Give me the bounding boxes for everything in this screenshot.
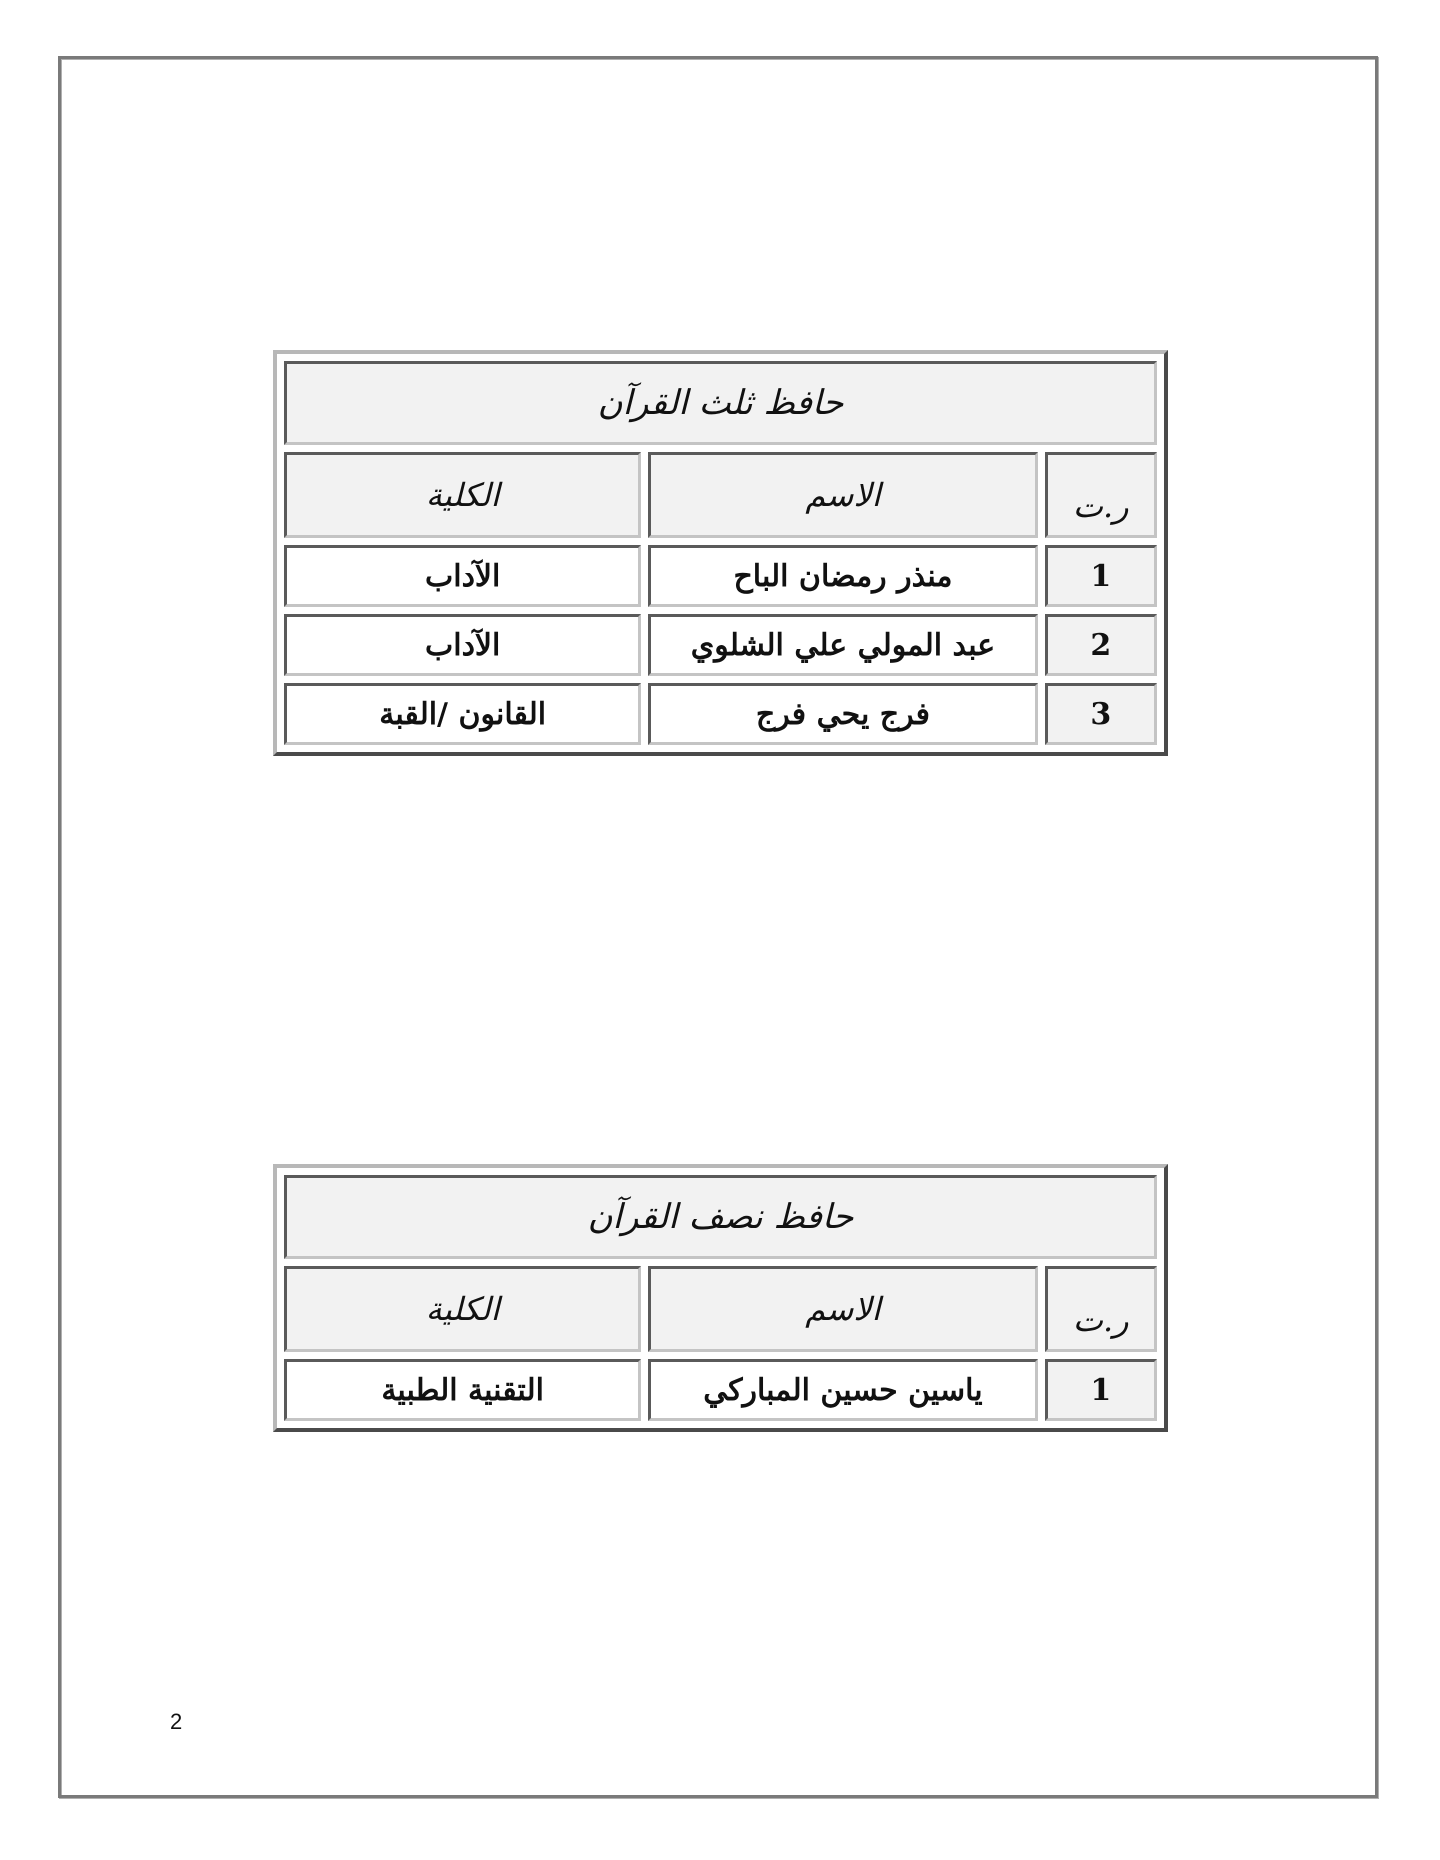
cell-serial-number: 1: [1045, 545, 1157, 607]
table-header-row: [284, 452, 1157, 538]
header-serial-number: ر.ت: [1045, 1266, 1157, 1352]
table-title: حافظ ثلث القرآن: [284, 361, 1157, 445]
header-college: الكلية: [284, 1266, 641, 1352]
cell-college: الآداب: [284, 545, 641, 607]
table-row: [284, 614, 1157, 676]
header-name: الاسم: [648, 452, 1037, 538]
quran-half-table: [273, 1164, 1168, 1432]
page-border: [58, 56, 1378, 1798]
cell-serial-number: 2: [1045, 614, 1157, 676]
cell-serial-number: 3: [1045, 683, 1157, 745]
cell-name: منذر رمضان الباح: [648, 545, 1037, 607]
table-row: [284, 683, 1157, 745]
cell-college: التقنية الطبية: [284, 1359, 641, 1421]
page-number: 2: [170, 1709, 183, 1734]
cell-name: ياسين حسين المباركي: [648, 1359, 1037, 1421]
cell-college: الآداب: [284, 614, 641, 676]
table-title-row: [284, 1175, 1157, 1259]
cell-name: عبد المولي علي الشلوي: [648, 614, 1037, 676]
header-name: الاسم: [648, 1266, 1037, 1352]
header-serial-number: ر.ت: [1045, 452, 1157, 538]
table-title: حافظ نصف القرآن: [284, 1175, 1157, 1259]
table-row: [284, 1359, 1157, 1421]
cell-college: القانون /القبة: [284, 683, 641, 745]
table-row: [284, 545, 1157, 607]
cell-name: فرج يحي فرج: [648, 683, 1037, 745]
table-title-row: [284, 361, 1157, 445]
header-college: الكلية: [284, 452, 641, 538]
table-header-row: [284, 1266, 1157, 1352]
quran-third-table: [273, 350, 1168, 756]
cell-serial-number: 1: [1045, 1359, 1157, 1421]
